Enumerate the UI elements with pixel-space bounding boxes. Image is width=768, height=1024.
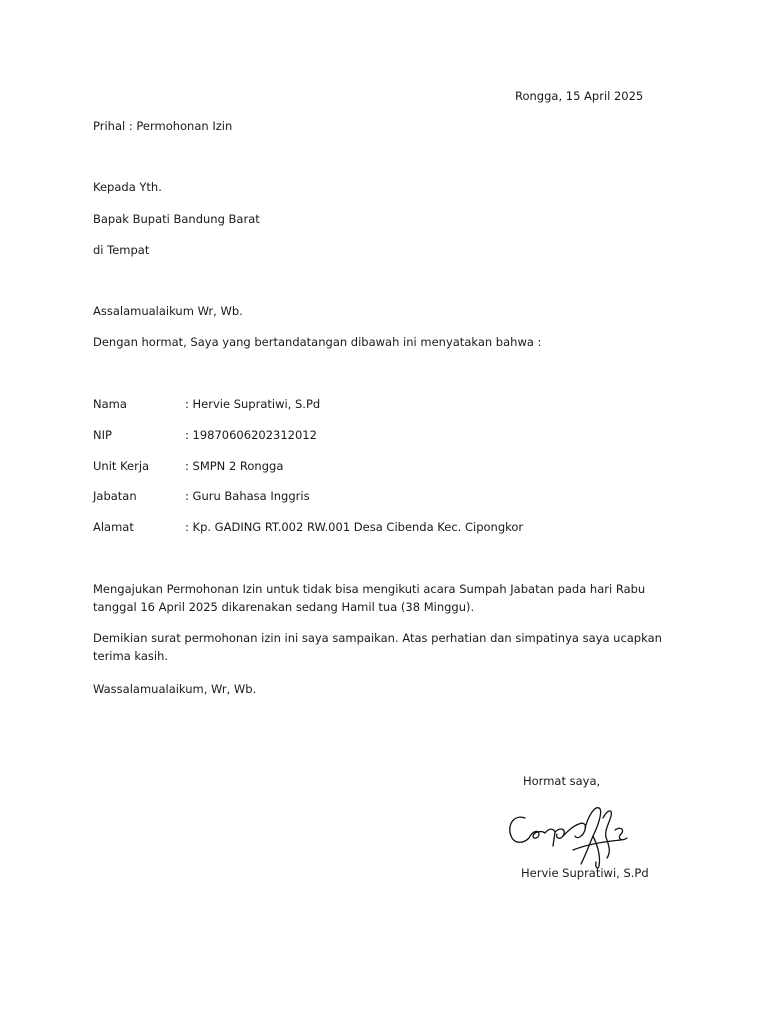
closing-salutation: Wassalamualaikum, Wr, Wb. xyxy=(93,682,257,696)
letter-subject: Prihal : Permohonan Izin xyxy=(93,119,233,133)
recipient-line-1: Kepada Yth. xyxy=(93,180,162,194)
letter-date: Rongga, 15 April 2025 xyxy=(515,89,644,103)
field-label: Jabatan xyxy=(93,489,137,503)
field-label: Unit Kerja xyxy=(93,459,150,473)
field-value: : SMPN 2 Rongga xyxy=(185,459,284,473)
recipient-line-2: Bapak Bupati Bandung Barat xyxy=(93,212,260,226)
opening-greeting: Assalamualaikum Wr, Wb. xyxy=(93,304,243,318)
field-label: Alamat xyxy=(93,520,134,534)
intro-statement: Dengan hormat, Saya yang bertandatangan dibawah ini menyatakan bahwa : xyxy=(93,335,542,349)
field-value: : 19870606202312012 xyxy=(185,428,317,442)
signer-name: Hervie Supratiwi, S.Pd xyxy=(521,866,649,880)
regards-text: Hormat saya, xyxy=(523,774,601,788)
field-label: NIP xyxy=(93,428,112,442)
body-paragraph-request: Mengajukan Permohonan Izin untuk tidak bisa mengikuti acara Sumpah Jabatan pada hari Rabu tanggal 16 April 2025 dikarenakan sedang Hamil tua (38 Minggu). xyxy=(93,582,646,614)
recipient-line-3: di Tempat xyxy=(93,243,150,257)
field-value: : Guru Bahasa Inggris xyxy=(185,489,310,503)
field-value: : Kp. GADING RT.002 RW.001 Desa Cibenda Kec. Cipongkor xyxy=(185,520,524,534)
field-label: Nama xyxy=(93,397,127,411)
body-paragraph-closing: Demikian surat permohonan izin ini saya sampaikan. Atas perhatian dan simpatinya saya ucapkan terima kasih. xyxy=(93,631,662,663)
handwritten-signature xyxy=(503,800,638,875)
field-value: : Hervie Supratiwi, S.Pd xyxy=(185,397,321,411)
